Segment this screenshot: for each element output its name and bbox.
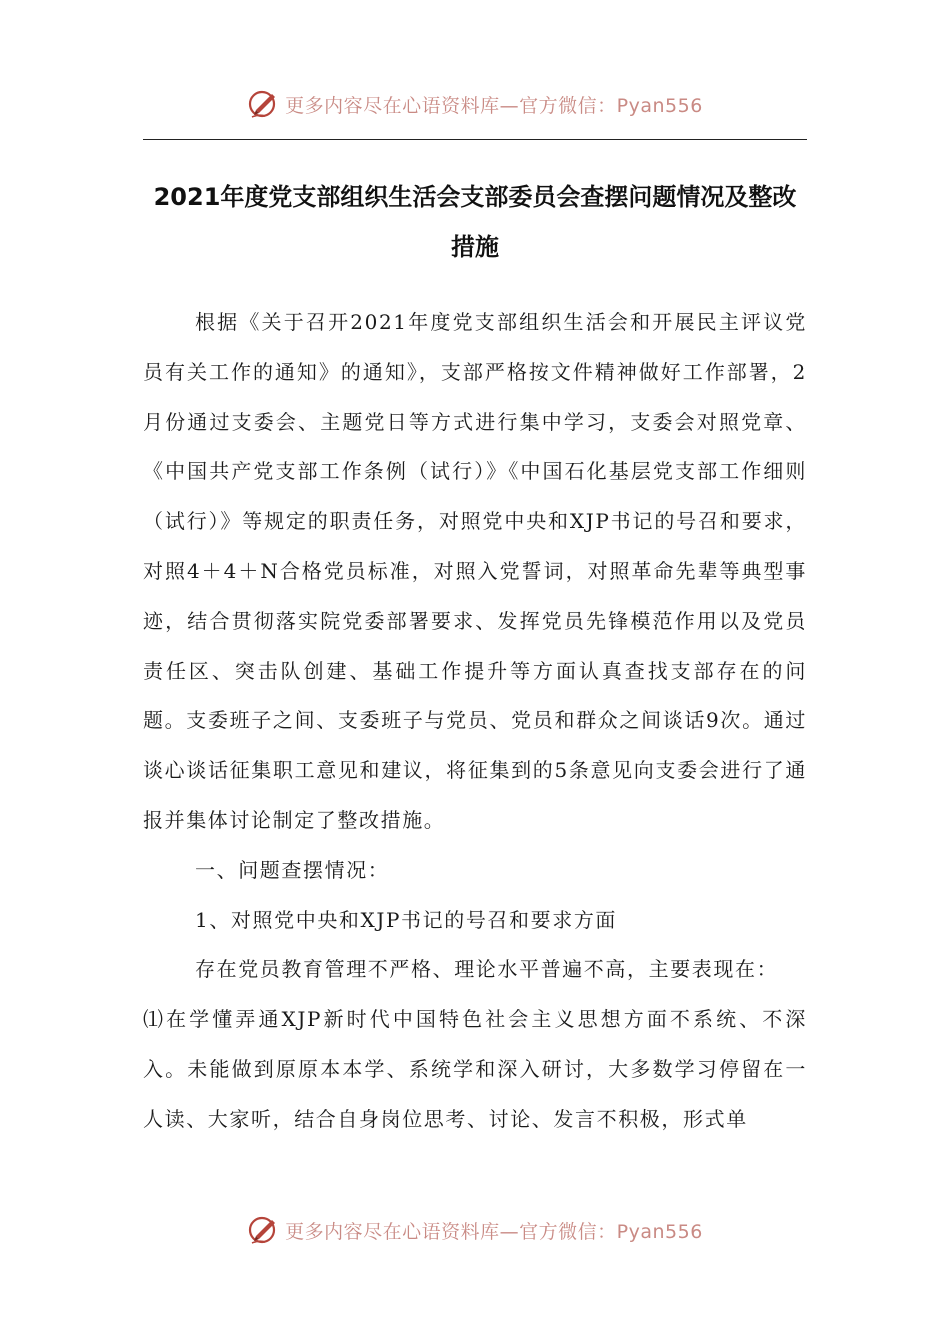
problem-item-1: ⑴在学懂弄通XJP新时代中国特色社会主义思想方面不系统、不深入。未能做到原原本本学、系统学和深入研讨，大多数学习停留在一人读、大家听，结合自身岗位思考、讨论、发言不积极，形式单 (143, 1007, 807, 1131)
header-divider (143, 139, 807, 140)
watermark-footer (0, 1208, 950, 1252)
document-title: 2021年度党支部组织生活会支部委员会查摆问题情况及整改措施 (153, 183, 797, 261)
intro-paragraph: 根据《关于召开2021年度党支部组织生活会和开展民主评议党员有关工作的通知》的通知》，支部严格按文件精神做好工作部署，2月份通过支委会、主题党日等方式进行集中学习，支委会对照党章、《中国共产党支部工作条例（试行）》《中国石化基层党支部工作细则（试行）》等规定的职责任务，对照党中央和XJP书记的号召和要求，对照4＋4＋N合格党员标准，对照入党誓词，对照革命先辈等典型事迹，结合贯彻落实院党委部署要求、发挥党员先锋模范作用以及党员责任区、突击队创建、基础工作提升等方面认真查找支部存在的问题。支委班子之间、支委班子与党员、党员和群众之间谈话9次。通过谈心谈话征集职工意见和建议，将征集到的5条意见向支委会进行了通报并集体讨论制定了整改措施。 (143, 310, 807, 832)
pen-logo-icon (247, 1213, 281, 1247)
watermark-text: 更多内容尽在心语资料库—官方微信：Pyan556 (285, 1220, 703, 1243)
problem-summary: 存在党员教育管理不严格、理论水平普遍不高，主要表现在： (195, 957, 779, 982)
subsection-heading: 1、对照党中央和XJP书记的号召和要求方面 (195, 907, 618, 932)
section-heading: 一、问题查摆情况： (195, 857, 390, 882)
watermark-header (0, 82, 950, 126)
pen-logo-icon (247, 87, 281, 121)
watermark-text: 更多内容尽在心语资料库—官方微信：Pyan556 (285, 94, 703, 117)
document-body (143, 298, 807, 1145)
